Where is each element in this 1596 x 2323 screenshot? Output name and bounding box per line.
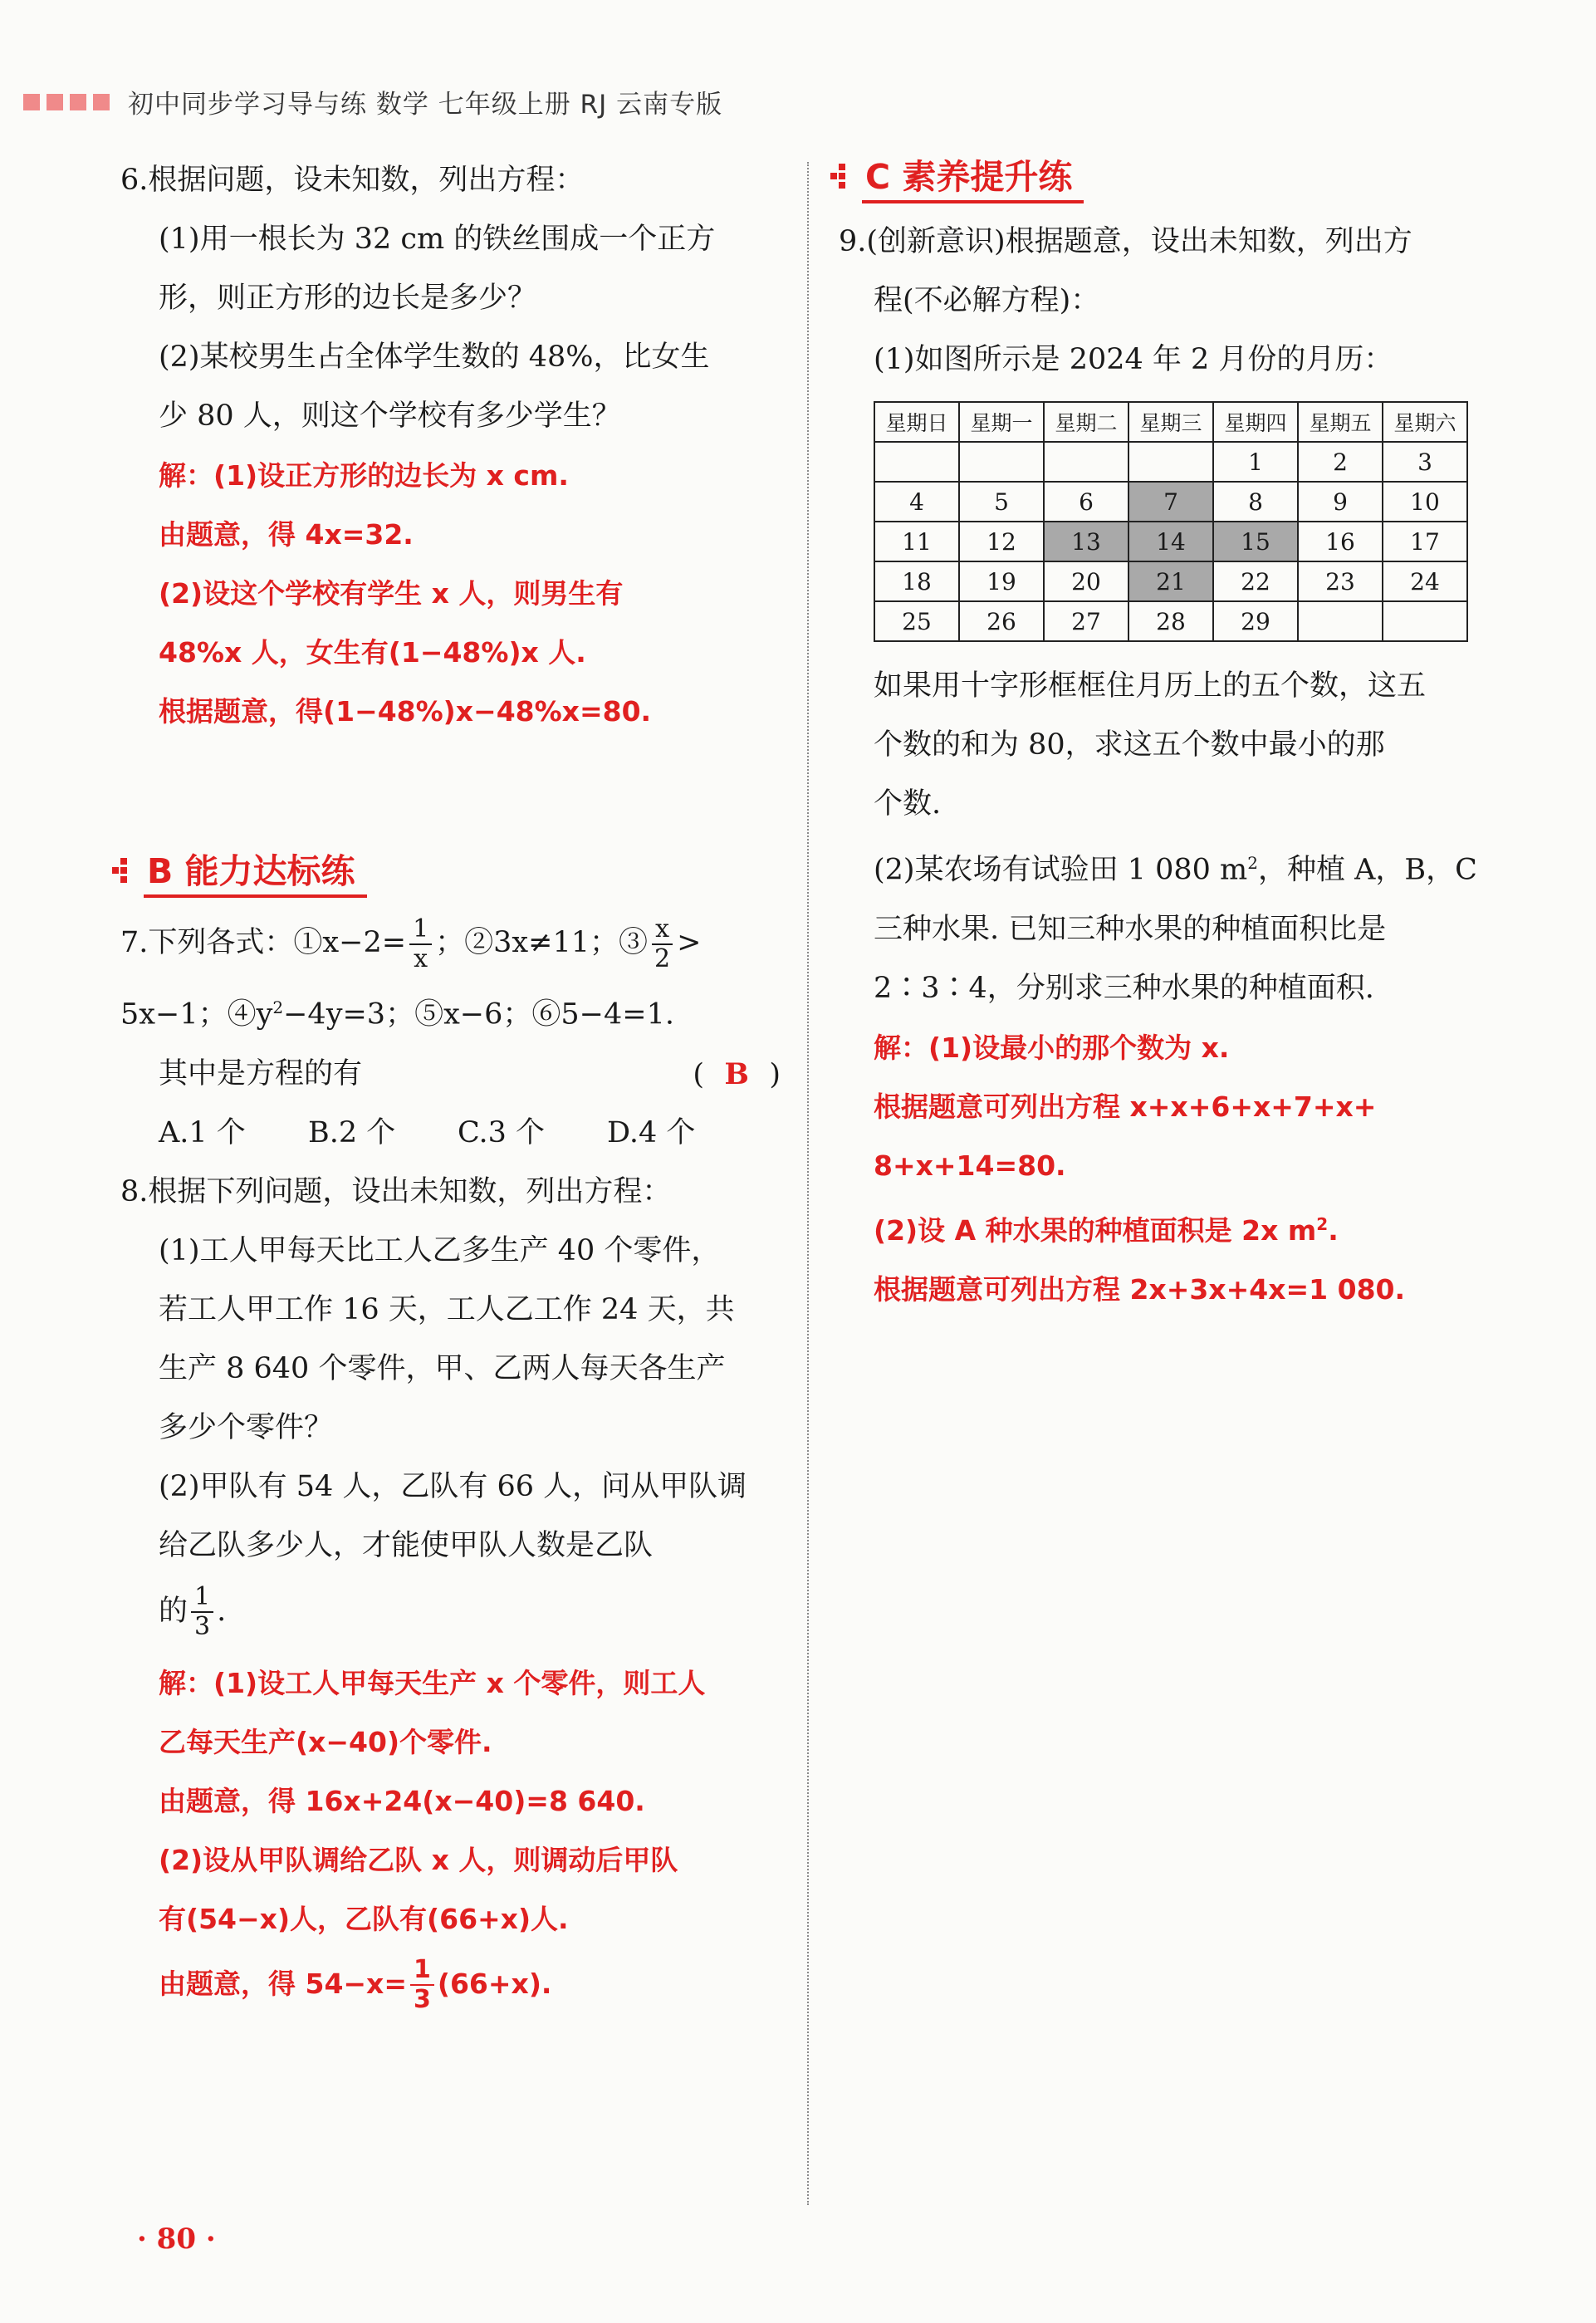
- fraction-denominator: x: [414, 943, 428, 973]
- calendar-header-cell: 星期三: [1128, 402, 1213, 442]
- calendar-row: [874, 601, 1467, 641]
- option-b: B.2 个: [308, 1115, 396, 1149]
- q8-line: 若工人甲工作 16 天，工人乙工作 24 天，共: [159, 1292, 735, 1326]
- q8-text: 的: [159, 1594, 188, 1628]
- q8-line: (1)工人甲每天比工人乙多生产 40 个零件，: [159, 1233, 721, 1267]
- calendar-cell: 14: [1128, 522, 1213, 561]
- calendar-cell: 4: [874, 482, 959, 522]
- calendar-cell: 18: [874, 561, 959, 601]
- square-icon: [23, 94, 40, 110]
- answer-line: [874, 1195, 1503, 1260]
- answer-text: 由题意，得 54−x=: [159, 1967, 407, 2000]
- answer-line: 解：(1)设最小的那个数为 x.: [874, 1031, 1230, 1064]
- question-7: [120, 907, 781, 1163]
- calendar-cell: 6: [1044, 482, 1128, 522]
- calendar-cell: 12: [959, 522, 1044, 561]
- page-header: [23, 83, 722, 120]
- q7-text: 7.下列各式：①x−2=: [120, 926, 407, 959]
- answer-line: 根据题意，得(1−48%)x−48%x=80.: [159, 695, 652, 728]
- fraction: [410, 1955, 434, 2015]
- calendar-cell: 10: [1383, 482, 1467, 522]
- square-icon: [47, 94, 63, 110]
- answer-text: .: [1328, 1213, 1339, 1247]
- section-b-title: B 能力达标练: [144, 844, 367, 898]
- option-d: D.4 个: [607, 1115, 696, 1149]
- calendar-row: [874, 522, 1467, 561]
- calendar-cell: 2: [1298, 442, 1383, 482]
- calendar-header-cell: 星期二: [1044, 402, 1128, 442]
- fraction: [651, 914, 673, 973]
- superscript: 2: [1316, 1213, 1329, 1234]
- calendar-header-cell: 星期五: [1298, 402, 1383, 442]
- q9-line: 程(不必解方程)：: [874, 284, 1100, 317]
- superscript: 2: [1247, 853, 1258, 873]
- fraction-numerator: 1: [409, 917, 432, 945]
- q7-options: [120, 1104, 781, 1163]
- answer-text: (2)设 A 种水果的种植面积是 2x m: [874, 1213, 1317, 1247]
- paren-open: (: [693, 1057, 704, 1091]
- fraction-numerator: 1: [410, 1958, 434, 1986]
- fraction-denominator: 2: [654, 943, 671, 973]
- calendar-cell: 28: [1128, 601, 1213, 641]
- section-c-title: C 素养提升练: [862, 149, 1084, 203]
- calendar-header-cell: 星期一: [959, 402, 1044, 442]
- calendar-cell: 25: [874, 601, 959, 641]
- answer-text: (66+x).: [437, 1967, 552, 2000]
- calendar-cell: 11: [874, 522, 959, 561]
- answer-6: [120, 446, 781, 741]
- calendar-cell: 5: [959, 482, 1044, 522]
- page-number: · 80 ·: [137, 2223, 216, 2256]
- section-b-heading: [112, 839, 781, 902]
- answer-line: 解：(1)设正方形的边长为 x cm.: [159, 459, 569, 492]
- calendar-cell: 15: [1213, 522, 1298, 561]
- calendar-cell: [959, 442, 1044, 482]
- calendar-cell: 17: [1383, 522, 1467, 561]
- calendar-cell: 20: [1044, 561, 1128, 601]
- calendar-cell: [874, 442, 959, 482]
- calendar-cell: 7: [1128, 482, 1213, 522]
- calendar-cell: [1128, 442, 1213, 482]
- q9-line: 三种水果. 已知三种水果的种植面积比是: [874, 912, 1387, 946]
- answer-line: 解：(1)设工人甲每天生产 x 个零件，则工人: [159, 1666, 706, 1699]
- q9-line: 2∶3∶4，分别求三种水果的种植面积.: [874, 971, 1374, 1005]
- superscript: 2: [272, 997, 284, 1017]
- q9-line: 如果用十字形框框住月历上的五个数，这五: [874, 669, 1427, 703]
- q9-text: (2)某农场有试验田 1 080 m: [874, 853, 1248, 887]
- calendar-cell: 8: [1213, 482, 1298, 522]
- question-8: [120, 1163, 781, 1647]
- q7-line-2: [120, 978, 781, 1045]
- q8-line-last: [120, 1576, 781, 1647]
- q6-line: 6.根据问题，设未知数，列出方程：: [120, 164, 585, 197]
- calendar-cell: [1044, 442, 1128, 482]
- q8-line: (2)甲队有 54 人，乙队有 66 人，问从甲队调: [159, 1469, 747, 1503]
- calendar-cell: 29: [1213, 601, 1298, 641]
- calendar-cell: 1: [1213, 442, 1298, 482]
- q9-line: 个数的和为 80，求这五个数中最小的那: [874, 728, 1385, 762]
- q7-text: ；②3x≠11；③: [435, 926, 649, 959]
- calendar-body: [874, 442, 1467, 641]
- fraction-denominator: 3: [414, 1985, 431, 2015]
- answer-line: (2)设从甲队调给乙队 x 人，则调动后甲队: [159, 1843, 678, 1876]
- fraction: [191, 1582, 213, 1642]
- calendar-row: [874, 482, 1467, 522]
- calendar-cell: 22: [1213, 561, 1298, 601]
- answer-choice: [693, 1045, 781, 1105]
- answer-line: 乙每天生产(x−40)个零件.: [159, 1725, 492, 1758]
- q9-text: ，种植 A，B，C: [1257, 853, 1477, 887]
- section-c-heading: [830, 145, 1503, 208]
- option-c: C.3 个: [458, 1115, 546, 1149]
- option-a: A.1 个: [159, 1115, 246, 1149]
- answer-line: 根据题意可列出方程 2x+3x+4x=1 080.: [874, 1272, 1406, 1306]
- q6-line: 少 80 人，则这个学校有多少学生？: [159, 399, 621, 433]
- calendar-row: [874, 442, 1467, 482]
- q8-line: 多少个零件？: [159, 1410, 334, 1444]
- q8-line: 8.根据下列问题，设出未知数，列出方程：: [120, 1174, 672, 1208]
- calendar-cell: 3: [1383, 442, 1467, 482]
- q9-2-line: [874, 834, 1503, 900]
- calendar-row: [874, 561, 1467, 601]
- header-decoration: [23, 94, 110, 110]
- q7-line-3: [120, 1045, 781, 1104]
- calendar-header-cell: 星期日: [874, 402, 959, 442]
- calendar-cell: 13: [1044, 522, 1128, 561]
- calendar-table: [874, 401, 1468, 642]
- q9-line: 个数.: [874, 787, 942, 821]
- column-divider: [807, 162, 809, 2205]
- q6-line: (1)用一根长为 32 cm 的铁丝围成一个正方: [159, 223, 716, 256]
- q7-text: 5x−1；④y: [120, 997, 273, 1032]
- header-title: 初中同步学习导与练 数学 七年级上册 RJ 云南专版: [128, 90, 723, 120]
- calendar-header-cell: 星期六: [1383, 402, 1467, 442]
- answer-line: 根据题意可列出方程 x+x+6+x+7+x+: [874, 1090, 1377, 1123]
- calendar-cell: 16: [1298, 522, 1383, 561]
- question-9: [839, 213, 1503, 390]
- calendar-cell: 21: [1128, 561, 1213, 601]
- section-marker-icon: [830, 164, 852, 189]
- q6-line: (2)某校男生占全体学生数的 48%，比女生: [159, 341, 710, 374]
- calendar-header-cell: 星期四: [1213, 402, 1298, 442]
- q9-line: 9.(创新意识)根据题意，设出未知数，列出方: [839, 225, 1412, 258]
- question-6: [120, 151, 781, 446]
- fraction-numerator: x: [652, 917, 673, 945]
- q7-line-1: [120, 907, 781, 978]
- calendar-cell: [1383, 601, 1467, 641]
- answer-line: (2)设这个学校有学生 x 人，则男生有: [159, 577, 624, 610]
- answer-line: 48%x 人，女生有(1−48%)x 人.: [159, 636, 586, 669]
- answer-8: [120, 1654, 781, 2020]
- q8-line: 生产 8 640 个零件，甲、乙两人每天各生产: [159, 1351, 726, 1385]
- calendar-cell: 24: [1383, 561, 1467, 601]
- section-marker-icon: [112, 858, 134, 883]
- answer-line: 由题意，得 16x+24(x−40)=8 640.: [159, 1784, 645, 1817]
- right-column: [839, 151, 1503, 1319]
- answer-line-last: [159, 1948, 781, 2020]
- q6-line: 形，则正方形的边长是多少？: [159, 282, 537, 315]
- calendar-cell: 23: [1298, 561, 1383, 601]
- square-icon: [93, 94, 110, 110]
- answer-line: 由题意，得 4x=32.: [159, 518, 414, 551]
- paren-close: ): [769, 1057, 781, 1091]
- fraction-numerator: 1: [191, 1585, 213, 1613]
- q9-line: (1)如图所示是 2024 年 2 月份的月历：: [874, 343, 1393, 376]
- answer-letter: B: [724, 1056, 749, 1091]
- left-column: [120, 151, 781, 2020]
- q8-line: 给乙队多少人，才能使甲队人数是乙队: [159, 1528, 654, 1562]
- calendar-cell: 19: [959, 561, 1044, 601]
- answer-line: 有(54−x)人，乙队有(66+x)人.: [159, 1902, 569, 1935]
- fraction: [409, 914, 432, 973]
- q8-text: .: [217, 1594, 227, 1628]
- calendar-cell: 9: [1298, 482, 1383, 522]
- square-icon: [70, 94, 86, 110]
- q7-text: 其中是方程的有: [159, 1056, 363, 1090]
- answer-line: 8+x+14=80.: [874, 1149, 1066, 1182]
- calendar-cell: 27: [1044, 601, 1128, 641]
- q7-text: >: [677, 926, 702, 959]
- calendar-cell: 26: [959, 601, 1044, 641]
- calendar-header-row: [874, 402, 1467, 442]
- calendar-cell: [1298, 601, 1383, 641]
- q7-text: −4y=3；⑤x−6；⑥5−4=1.: [283, 997, 674, 1032]
- fraction-denominator: 3: [194, 1612, 211, 1642]
